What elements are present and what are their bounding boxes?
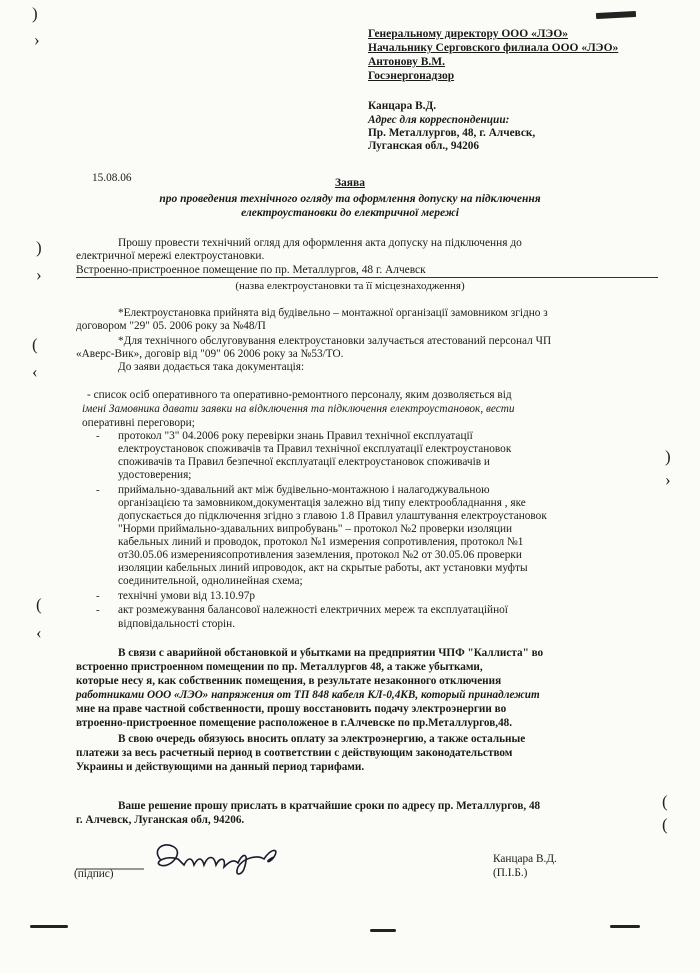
- note-text: До заяви додається така документація:: [118, 361, 305, 373]
- margin-mark: ›: [34, 30, 40, 49]
- document-title: Заява: [334, 177, 365, 189]
- document-subtitle: про проведения технічного огляду та оформлення допуску на підключення: [159, 193, 541, 205]
- claim-text: которые несу я, как собственник помещения, в результате незаконного отключения: [76, 675, 502, 687]
- doc-item: електроустановок споживачів та Правил технічної експлуатації електроустановок: [118, 443, 512, 455]
- claim-text: платежи за весь расчетный период в соответствии с действующим законодательством: [76, 747, 513, 759]
- note-text: «Аверс-Вик», договір від "09" 06 2006 року за №53/ТО.: [76, 348, 344, 360]
- margin-mark: ): [36, 238, 42, 257]
- doc-item: протокол "3" 04.2006 року перевірки знань Правил технічної експлуатації: [118, 430, 473, 442]
- claim-text: втроенно-пристроенное помещение расположеное в г.Алчевске по пр.Металлургов,48.: [76, 717, 513, 729]
- sender-region: Луганская обл., 94206: [368, 140, 480, 152]
- margin-mark: ): [32, 4, 38, 23]
- recipient-line: Начальнику Серговского филиала ООО «ЛЭО»: [368, 42, 619, 54]
- recipient-line: Генеральному директору ООО «ЛЭО»: [368, 28, 569, 40]
- list-bullet: -: [96, 430, 100, 442]
- bottom-dash: [370, 929, 396, 932]
- claim-text: мне на праве частной собственности, прошу восстановить подачу электроэнергии во: [76, 703, 507, 715]
- doc-item: оперативні переговори;: [82, 417, 195, 429]
- claim-text: работниками ООО «ЛЭО» напряжения от ТП 848 кабеля КЛ-0,4КВ, который принадлежит: [76, 689, 540, 701]
- doc-item: "Норми приймально-здавальних випробувань" – протокол №2 проверки изоляции: [118, 523, 513, 535]
- doc-item: акт розмежування балансової належності електричних мереж та експлуатаційної: [118, 604, 508, 616]
- document-subtitle: електроустановки до електричної мережі: [241, 207, 459, 219]
- bottom-dash: [610, 925, 640, 928]
- doc-item: - список осіб оперативного та оперативно-ремонтного персоналу, яким дозволяється від: [87, 389, 512, 401]
- list-bullet: -: [96, 604, 100, 616]
- doc-item: відповідальності сторін.: [118, 618, 236, 630]
- doc-item: соединительной, однолинейная схема;: [118, 575, 303, 587]
- doc-item: організацією та замовником,документація залежно від типу електрообладнання , яке: [118, 497, 526, 509]
- doc-item: кабельных линий и проводок, протокол №1 измерения сопротивления, протокол №1: [118, 536, 524, 548]
- doc-item: технічні умови від 13.10.97р: [118, 590, 256, 602]
- document-date: 15.08.06: [92, 172, 132, 184]
- claim-text: встроенно пристроенном помещении по пр. Металлургов 48, а также убытками,: [76, 661, 483, 673]
- doc-item: імені Замовника давати заявки на відключення та підключення електроустановок, вести: [82, 403, 515, 415]
- margin-mark: ‹: [32, 362, 38, 381]
- signer-name: Канцара В.Д.: [493, 853, 557, 865]
- closing-text: Ваше решение прошу прислать в кратчайшие сроки по адресу пр. Металлургов, 48: [118, 800, 541, 812]
- margin-mark: (: [32, 335, 38, 354]
- claim-text: В связи с аварийной обстановкой и убытками на предприятии ЧПФ "Каллиста" во: [118, 647, 544, 659]
- name-label: (П.І.Б.): [493, 867, 528, 879]
- closing-text: г. Алчевск, Луганская обл, 94206.: [76, 814, 245, 826]
- sender-street: Пр. Металлургов, 48, г. Алчевск,: [368, 127, 536, 139]
- doc-item: от30.05.06 измерениясопротивления заземления, протокол №2 от 30.05.06 проверки: [118, 549, 522, 561]
- claim-text: В свою очередь обязуюсь вносить оплату за электроэнергию, а также остальные: [118, 733, 526, 745]
- bottom-dash: [30, 925, 68, 928]
- doc-item: приймально-здавальний акт між будівельно-монтажною і налагоджувальною: [118, 484, 490, 496]
- recipient-line: Госэнергонадзор: [368, 70, 455, 82]
- list-bullet: -: [96, 484, 100, 496]
- note-text: *Для технічного обслуговування електроустановки залучається атестований персонал ЧП: [118, 335, 552, 347]
- address-label: Адрес для корреспонденции:: [368, 114, 510, 126]
- doc-item: удостоверения;: [118, 469, 192, 481]
- margin-mark: ›: [665, 470, 671, 489]
- note-text: договором "29" 05. 2006 року за №48/П: [76, 320, 266, 332]
- corner-stroke: [596, 11, 636, 19]
- doc-item: споживачів та Правил безпечної експлуатації електроустановок споживачів и: [118, 456, 490, 468]
- doc-item: изоляции кабельных линий ипроводок, акт на скрытые работы, акт установки муфты: [118, 562, 528, 574]
- margin-mark: (: [662, 815, 668, 834]
- note-text: *Електроустановка прийнята від будівельно – монтажної організації замовником згідно з: [118, 307, 548, 319]
- recipient-line: Антонову В.М.: [368, 56, 445, 68]
- installation-name: Встроенно-пристроенное помещение по пр. Металлургов, 48 г. Алчевск: [76, 264, 426, 276]
- request-text: Прошу провести технічний огляд для оформлення акта допуску на підключення до: [118, 237, 522, 249]
- margin-mark: (: [662, 792, 668, 811]
- list-bullet: -: [96, 590, 100, 602]
- installation-caption: (назва електроустановки та її місцезнаходження): [235, 280, 465, 292]
- installation-underline: [76, 277, 658, 278]
- margin-mark: ›: [36, 265, 42, 284]
- claim-text: Украины и действующими на данный период тарифами.: [76, 761, 365, 773]
- margin-mark: ): [665, 447, 671, 466]
- request-text: електричної мережі електроустановки.: [76, 250, 265, 262]
- margin-mark: ‹: [36, 623, 42, 642]
- doc-item: допускається до підключення згідно з главою 1.8 Правил улаштування електроустановок: [118, 510, 547, 522]
- sender-name: Канцара В.Д.: [368, 100, 437, 112]
- margin-mark: (: [36, 595, 42, 614]
- signature-label: (підпис): [74, 868, 114, 880]
